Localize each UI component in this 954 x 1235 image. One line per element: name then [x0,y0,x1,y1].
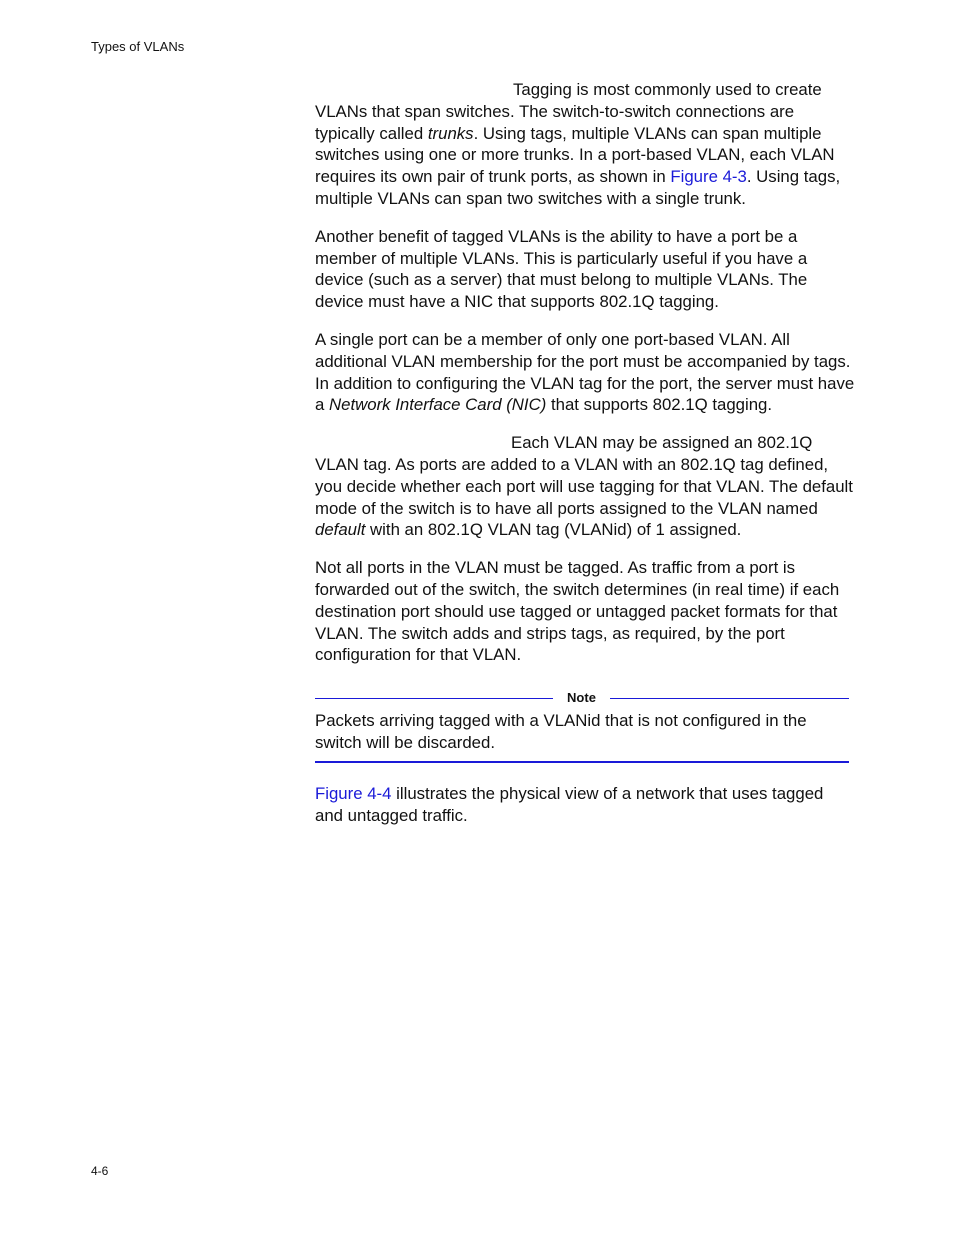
paragraph-text: Tagging is most commonly used to create VLANs that span switches. The switch-to-switch connections are typically called [315,80,822,143]
paragraph-vlan-tag-assignment [315,432,855,541]
page-number: 4-6 [91,1164,109,1178]
note-label: Note [567,690,596,706]
paragraph-text: . Using tags, multiple VLANs can span multiple switches using one or more trunks. In a port-based VLAN, each VLAN requires its own pair of trunk ports, as shown in [315,123,835,187]
paragraph-figure-4-4 [315,783,855,827]
paragraph-multiple-vlans: Another benefit of tagged VLANs is the ability to have a port be a member of multiple VLANs. This is particularly useful if you have a device (such as a server) that must belong to multiple VLANs. The device must have a NIC that supports 802.1Q tagging. [315,226,808,312]
figure-4-3-link[interactable]: Figure 4-3 [670,167,747,187]
note-header [315,688,849,710]
running-header: Types of VLANs [91,39,185,54]
figure-4-4-link[interactable]: Figure 4-4 [315,783,392,803]
note-text: Packets arriving tagged with a VLANid that is not configured in the switch will be discarded. [315,711,807,752]
note-rule-bottom [315,761,849,763]
paragraph-text: . Using tags, multiple VLANs can span two switches with a single trunk. [315,167,841,208]
emphasis-default: default [315,520,366,540]
paragraph-untagged-ports: Not all ports in the VLAN must be tagged. As traffic from a port is forwarded out of the switch, the switch determines (in real time) if each destination port should use tagged or untagged packet formats for that VLAN. The switch adds and strips tags, as required, by the port configuration for that VLAN. [315,558,840,665]
main-content [315,79,855,842]
paragraph-text: Each VLAN may be assigned an 802.1Q VLAN tag. As ports are added to a VLAN with an 802.1Q tag defined, you decide whether each port will use tagging for that VLAN. The default mode of the switch is to have all ports assigned to the VLAN named [315,433,853,518]
emphasis-trunks: trunks [427,123,474,143]
paragraph-single-port [315,329,855,416]
paragraph-text: with an 802.1Q VLAN tag (VLANid) of 1 assigned. [365,520,742,540]
paragraph-text: that supports 802.1Q tagging. [546,395,773,415]
paragraph-text: illustrates the physical view of a network that uses tagged and untagged traffic. [315,783,824,825]
note-rule-left [315,698,553,699]
emphasis-nic: Network Interface Card (NIC) [329,395,547,415]
paragraph-text: A single port can be a member of only one port-based VLAN. All additional VLAN membership for the port must be accompanied by tags. In addition to configuring the VLAN tag for the port, the server must have a [315,329,855,415]
paragraph-tagging-trunks [315,79,855,210]
note-rule-right [610,698,849,699]
